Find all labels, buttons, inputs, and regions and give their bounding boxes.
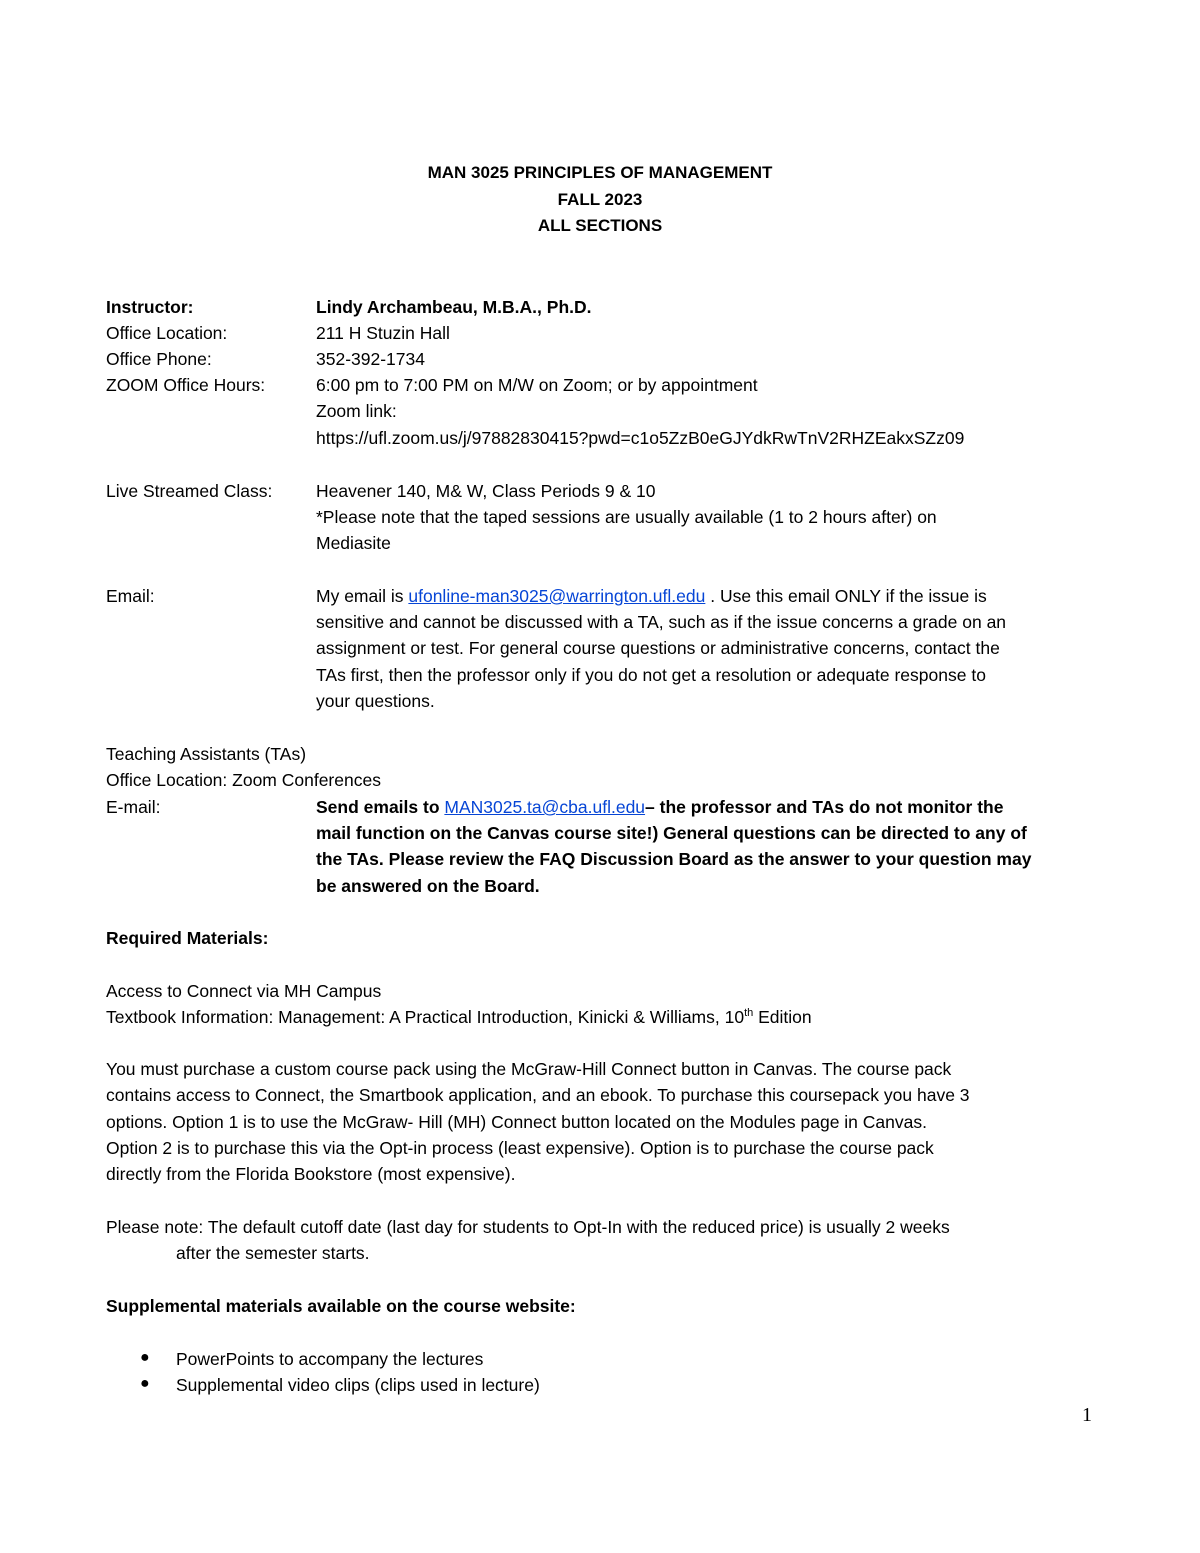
required-materials-heading: Required Materials: bbox=[106, 928, 269, 948]
ta-email-line bbox=[316, 794, 1003, 820]
email-text-line: assignment or test. For general course questions or administrative concerns, contact the bbox=[316, 638, 1000, 658]
term: FALL 2023 bbox=[557, 190, 643, 209]
class-location: Heavener 140, M& W, Class Periods 9 & 10 bbox=[316, 481, 656, 501]
email-text-line: TAs first, then the professor only if you do not get a resolution or adequate response to bbox=[316, 665, 986, 685]
office-phone-label: Office Phone: bbox=[106, 349, 212, 369]
class-note: *Please note that the taped sessions are usually available (1 to 2 hours after) on bbox=[316, 507, 937, 527]
office-hours: 6:00 pm to 7:00 PM on M/W on Zoom; or by appointment bbox=[316, 375, 758, 395]
ta-email-link[interactable]: MAN3025.ta@cba.ufl.edu bbox=[444, 797, 646, 817]
supplemental-item: PowerPoints to accompany the lectures bbox=[176, 1349, 484, 1369]
edition-superscript: th bbox=[744, 1007, 754, 1020]
email-label: Email: bbox=[106, 586, 155, 606]
ta-office: Office Location: Zoom Conferences bbox=[106, 770, 381, 790]
zoom-link[interactable]: https://ufl.zoom.us/j/97882830415?pwd=c1o5ZzB0eGJYdkRwTnV2RHZEakxSZz09 bbox=[316, 428, 965, 448]
class-label: Live Streamed Class: bbox=[106, 481, 273, 501]
ta-text-line: mail function on the Canvas course site!) General questions can be directed to any of bbox=[316, 823, 1027, 843]
office-location-label: Office Location: bbox=[106, 323, 228, 343]
purchase-line: contains access to Connect, the Smartbook application, and an ebook. To purchase this coursepack you have 3 bbox=[106, 1085, 970, 1105]
purchase-line: directly from the Florida Bookstore (most expensive). bbox=[106, 1164, 516, 1184]
cutoff-note: Please note: The default cutoff date (last day for students to Opt-In with the reduced price) is usually 2 weeks bbox=[106, 1217, 950, 1237]
sections: ALL SECTIONS bbox=[537, 216, 663, 235]
office-location: 211 H Stuzin Hall bbox=[316, 323, 450, 343]
connect-access: Access to Connect via MH Campus bbox=[106, 981, 382, 1001]
cutoff-note-cont: after the semester starts. bbox=[176, 1243, 370, 1263]
ta-email-label: E-mail: bbox=[106, 797, 161, 817]
instructor-name: Lindy Archambeau, M.B.A., Ph.D. bbox=[316, 297, 592, 317]
ta-email-post: – the professor and TAs do not monitor the bbox=[645, 797, 1004, 817]
email-post: . Use this email ONLY if the issue is bbox=[705, 586, 987, 606]
email-text-line: your questions. bbox=[316, 691, 435, 711]
ta-heading: Teaching Assistants (TAs) bbox=[106, 744, 307, 764]
ta-email-pre: Send emails to bbox=[316, 797, 445, 817]
email-link[interactable]: ufonline-man3025@warrington.ufl.edu bbox=[408, 586, 706, 606]
course-title: MAN 3025 PRINCIPLES OF MANAGEMENT bbox=[427, 163, 773, 182]
office-phone: 352-392-1734 bbox=[316, 349, 425, 369]
email-text-line: sensitive and cannot be discussed with a TA, such as if the issue concerns a grade on an bbox=[316, 612, 1007, 632]
textbook-text: Textbook Information: Management: A Practical Introduction, Kinicki & Williams, 10 bbox=[106, 1007, 745, 1027]
supplemental-item: Supplemental video clips (clips used in lecture) bbox=[176, 1375, 540, 1395]
page-number: 1 bbox=[1082, 1404, 1092, 1426]
supplemental-heading: Supplemental materials available on the course website: bbox=[106, 1296, 576, 1316]
bullet-icon: ● bbox=[140, 1349, 150, 1366]
textbook-info bbox=[106, 1004, 812, 1030]
zoom-link-label: Zoom link: bbox=[316, 401, 397, 421]
bullet-icon: ● bbox=[140, 1375, 150, 1392]
email-line bbox=[316, 583, 987, 609]
textbook-edition: Edition bbox=[753, 1007, 812, 1027]
ta-text-line: the TAs. Please review the FAQ Discussion Board as the answer to your question may bbox=[316, 849, 1032, 869]
class-note-cont: Mediasite bbox=[316, 533, 391, 553]
email-pre: My email is bbox=[316, 586, 409, 606]
purchase-line: Option 2 is to purchase this via the Opt-in process (least expensive). Option is to purchase the course pack bbox=[106, 1138, 934, 1158]
office-hours-label: ZOOM Office Hours: bbox=[106, 375, 266, 395]
ta-text-line: be answered on the Board. bbox=[316, 876, 540, 896]
purchase-line: You must purchase a custom course pack using the McGraw-Hill Connect button in Canvas. The course pack bbox=[106, 1059, 952, 1079]
purchase-line: options. Option 1 is to use the McGraw- Hill (MH) Connect button located on the Modules page in Canvas. bbox=[106, 1112, 927, 1132]
instructor-label: Instructor: bbox=[106, 297, 194, 317]
